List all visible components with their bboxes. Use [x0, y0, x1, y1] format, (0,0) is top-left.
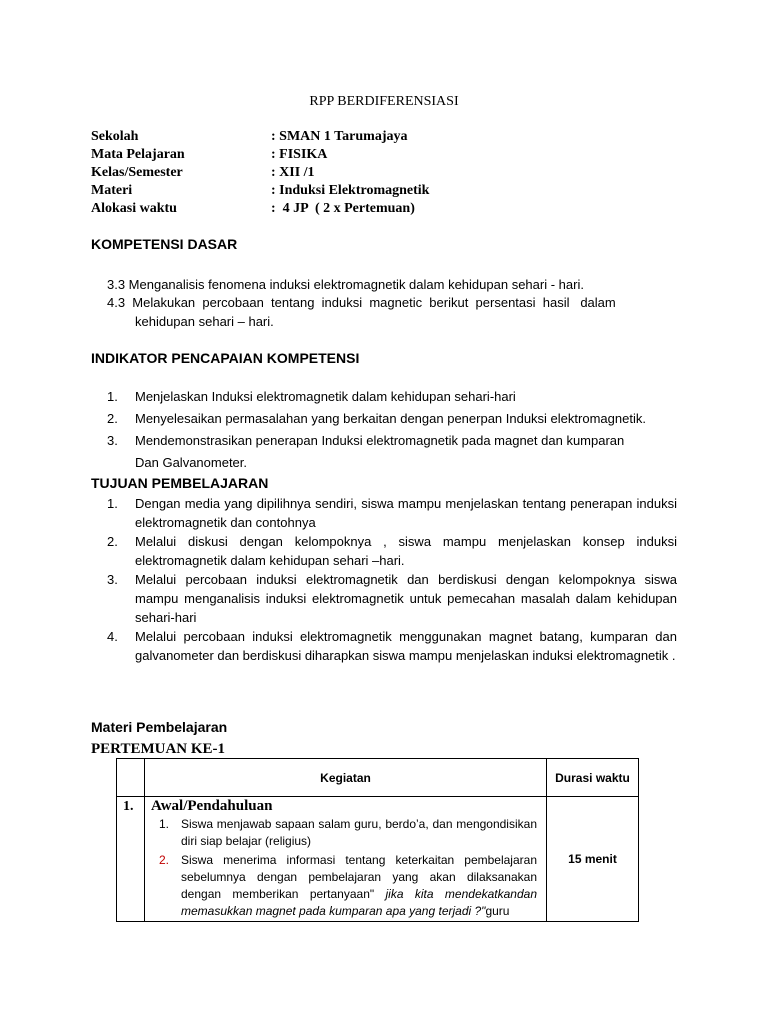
- list-number: 2.: [107, 534, 118, 549]
- identity-label: Mata Pelajaran: [91, 147, 185, 162]
- list-item: [107, 408, 682, 430]
- step-number: 1.: [159, 817, 170, 831]
- list-item: [107, 430, 682, 452]
- heading-indikator: INDIKATOR PENCAPAIAN KOMPETENSI: [91, 350, 360, 366]
- table-cell-durasi: 15 menit: [547, 797, 639, 922]
- table-row: [117, 797, 639, 922]
- list-item: [107, 627, 677, 665]
- list-number: 3.: [107, 433, 118, 448]
- list-text: Melalui percobaan induksi elektromagnetik dan berdiskusi dengan kelompoknya siswa mampu menganalisis induksi elektromagnetik untuk pemecahan masalah dalam kehidupan sehari-hari: [135, 572, 677, 625]
- list-text: Mendemonstrasikan penerapan Induksi elektromagnetik pada magnet dan kumparan: [135, 433, 625, 448]
- identity-row-materi: [91, 182, 429, 200]
- identity-value: : XII /1: [271, 165, 315, 180]
- phase-title: Awal/Pendahuluan: [151, 798, 273, 814]
- table-header-durasi: Durasi waktu: [547, 759, 639, 797]
- identity-block: [91, 128, 429, 218]
- identity-value: : FISIKA: [271, 147, 328, 162]
- table-header-row: [117, 759, 639, 797]
- heading-tujuan: TUJUAN PEMBELAJARAN: [91, 475, 269, 491]
- list-number: 1.: [107, 389, 118, 404]
- list-continuation: Dan Galvanometer.: [135, 455, 248, 470]
- identity-row-alokasi-waktu: [91, 200, 429, 218]
- identity-value: : Induksi Elektromagnetik: [271, 183, 430, 198]
- list-item: [107, 494, 677, 532]
- table-row-number: 1.: [117, 797, 145, 922]
- identity-label: Kelas/Semester: [91, 165, 183, 180]
- list-number: 2.: [107, 411, 118, 426]
- list-text: Menjelaskan Induksi elektromagnetik dalam kehidupan sehari-hari: [135, 389, 516, 404]
- heading-materi: Materi Pembelajaran: [91, 719, 228, 735]
- identity-row-mata-pelajaran: [91, 146, 429, 164]
- step-number: 2.: [159, 853, 170, 867]
- identity-label: Materi: [91, 183, 133, 198]
- indikator-list: [107, 386, 682, 474]
- list-number: 3.: [107, 572, 118, 587]
- document-title: RPP BERDIFERENSIASI: [309, 94, 459, 109]
- step-text-italic: jika kita mendekatkandan memasukkan magnet pada kumparan apa yang terjadi ?": [181, 887, 537, 918]
- step-text: [181, 852, 537, 920]
- identity-row-sekolah: [91, 128, 429, 146]
- table-cell-kegiatan: [145, 797, 547, 922]
- identity-label: Sekolah: [91, 129, 139, 144]
- list-text: Melalui diskusi dengan kelompoknya , siswa mampu menjelaskan konsep induksi elektromagnetik dalam kehidupan sehari –hari.: [135, 534, 677, 568]
- step-text: Siswa menjawab sapaan salam guru, berdo’a, dan mengondisikan diri siap belajar (religius): [181, 817, 537, 848]
- list-item: [107, 570, 677, 627]
- heading-pertemuan: PERTEMUAN KE-1: [91, 741, 226, 757]
- list-text: Melalui percobaan induksi elektromagnetik menggunakan magnet batang, kumparan dan galvanometer dan berdiskusi diharapkan siswa mampu menjelaskan induksi elektromagnetik .: [135, 629, 677, 663]
- table-header-kegiatan: Kegiatan: [145, 759, 547, 797]
- heading-kompetensi-dasar: KOMPETENSI DASAR: [91, 236, 238, 252]
- step-text-plain: Siswa menerima informasi tentang keterkaitan pembelajaran sebelumnya dengan pembelajaran yang akan dilaksanakan dengan memberikan pertanyaan": [181, 853, 537, 901]
- step-item: [145, 816, 546, 850]
- list-text: Dengan media yang dipilihnya sendiri, siswa mampu menjelaskan tentang penerapan induksi elektromagnetik dan contohnya: [135, 496, 677, 530]
- identity-value: : SMAN 1 Tarumajaya: [271, 129, 408, 144]
- identity-row-kelas-semester: [91, 164, 429, 182]
- step-text-tail: guru: [485, 904, 510, 918]
- kegiatan-table: [116, 758, 639, 922]
- list-number: 1.: [107, 496, 118, 511]
- tujuan-list: [107, 494, 677, 665]
- step-item: [145, 852, 546, 920]
- identity-label: Alokasi waktu: [91, 201, 177, 216]
- list-text: Menyelesaikan permasalahan yang berkaitan dengan penerpan Induksi elektromagnetik.: [135, 411, 646, 426]
- list-number: 4.: [107, 629, 118, 644]
- kd-item-3-3: 3.3 Menganalisis fenomena induksi elektromagnetik dalam kehidupan sehari - hari.: [107, 277, 584, 292]
- kd-item-4-3-line2: kehidupan sehari – hari.: [135, 314, 274, 329]
- kd-item-4-3: [107, 293, 677, 331]
- list-item: [107, 532, 677, 570]
- list-item: [107, 386, 682, 408]
- identity-value: : 4 JP ( 2 x Pertemuan): [271, 201, 415, 216]
- kd-item-4-3-line1: 4.3 Melakukan percobaan tentang induksi magnetic berikut persentasi hasil dalam: [107, 295, 616, 310]
- table-header-no: [117, 759, 145, 797]
